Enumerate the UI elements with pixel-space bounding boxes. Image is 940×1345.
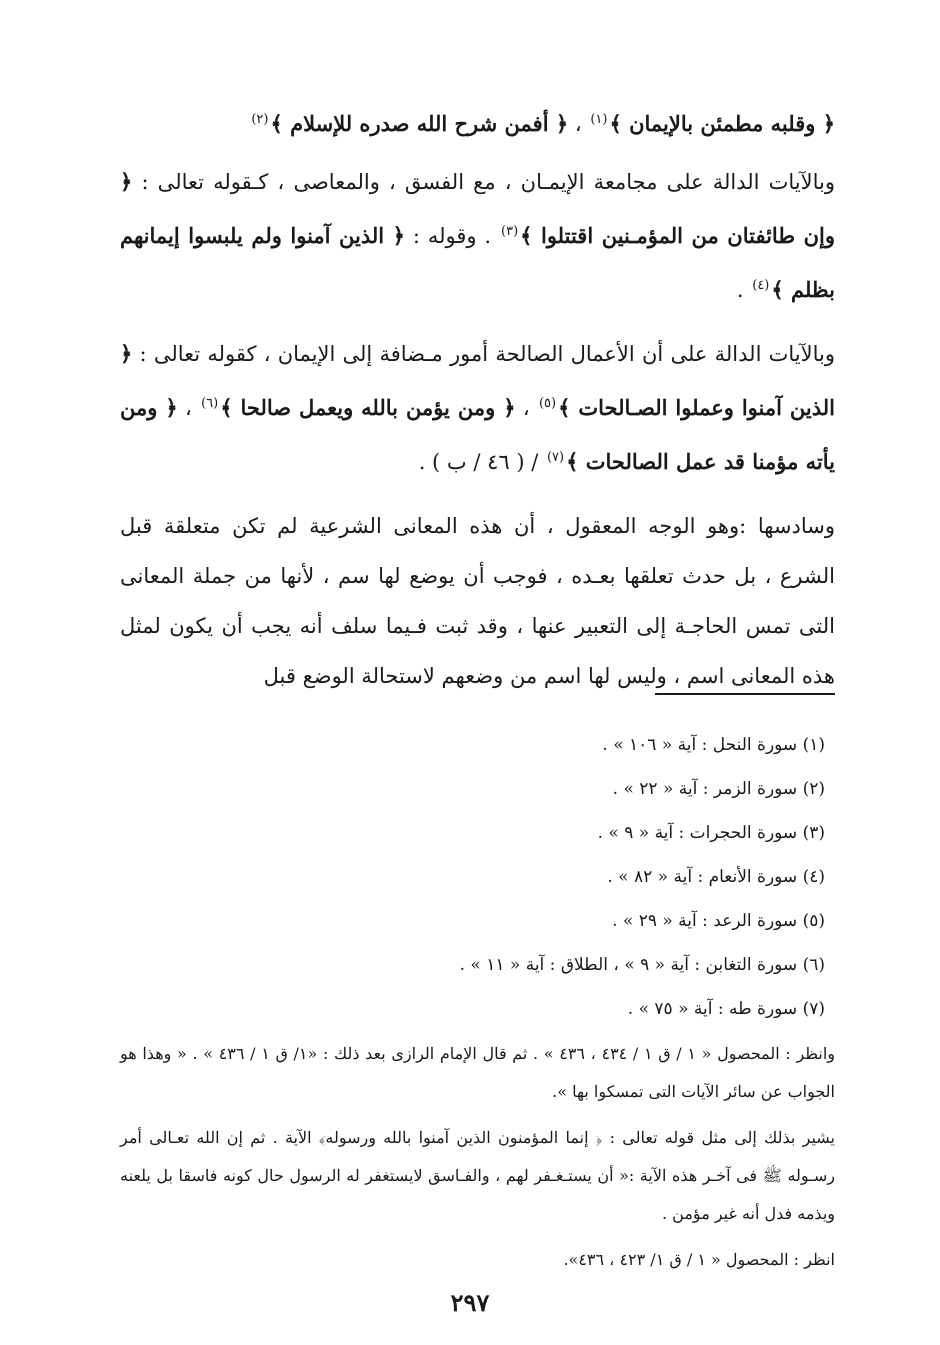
text-run: . — [736, 278, 751, 302]
quran-quote: ﴿ وإن طائفتان من المؤمـنين اقتتلوا ﴾ — [120, 169, 835, 248]
quran-quote: ﴿ ومن يؤمن بالله ويعمل صالحا ﴾ — [220, 395, 516, 420]
quran-quote: ﴿ الذين آمنوا وعملوا الصـالحات ﴾ — [120, 341, 835, 420]
footnote-item: (٧) سورة طه : آية « ٧٥ » . — [627, 999, 825, 1019]
footnote-item: (٥) سورة الرعد : آية « ٢٩ » . — [612, 911, 825, 931]
footnote-item: (٤) سورة الأنعام : آية « ٨٢ » . — [607, 867, 825, 887]
footnote-ref: (٢) — [251, 112, 269, 127]
quran-quote: ﴿ وقلبه مطمئن بالإيمان ﴾ — [609, 111, 835, 136]
text-run: . وقوله : — [404, 224, 500, 248]
footnote-ref: (٤) — [752, 278, 770, 293]
addendum-note: وانظر : المحصول « ١ / ق ١ / ٤٣٤ ، ٤٣٦ » . ثم قال الإمام الرازى بعد ذلك : «١/ ق ١ / ٤٣٦ » . « وهذا هو الجواب عن سائر الآيات التى تمسكوا بها ». — [120, 1044, 836, 1101]
footnote-item: (٣) سورة الحجرات : آية « ٩ » . — [597, 823, 825, 843]
text-run: ، — [515, 396, 537, 420]
addendum-note: يشير بذلك إلى مثل قوله تعالى : ﴿ إنما المؤمنون الذين آمنوا بالله ورسوله﴾ الآية . ثم إن الله تعـالى أمر رسـوله ﷺ فى آخـر هذه الآية :« أن يستـغـفر لهم ، والفـاسق لايستغفر له الرسول حال كونه فاسقا بل يلعنه ويذمه فدل أنه غير مؤمن . — [120, 1128, 835, 1223]
manuscript-folio-ref: / ( ٤٦ / ب ) . — [418, 450, 545, 474]
paragraph-good-deeds — [120, 329, 835, 487]
footnote-divider — [655, 693, 835, 695]
footnotes — [120, 723, 835, 1287]
footnote-item: (١) سورة النحل : آية « ١٠٦ » . — [602, 735, 825, 755]
quran-quote: ﴿ أفمن شرح الله صدره للإسلام ﴾ — [270, 111, 569, 136]
text-run: وبالآيات الدالة على مجامعة الإيمـان ، مع الفسق ، والمعاصى ، كـقوله تعالى : — [132, 170, 835, 194]
text-run: وبالآيات الدالة على أن الأعمال الصالحة أمور مـضافة إلى الإيمان ، كقوله تعالى : — [132, 342, 835, 366]
page-number: ٢٩٧ — [450, 1288, 490, 1317]
footnote-ref: (٣) — [501, 224, 519, 239]
quran-quote: ﴿ ومن يأته مؤمنا قد عمل الصالحات ﴾ — [120, 395, 835, 474]
paragraph-faith-and-sin — [120, 157, 835, 315]
page-content — [120, 95, 835, 1325]
quran-quote: ﴿ الذين آمنوا ولم يلبسوا إيمانهم بظلم ﴾ — [120, 223, 835, 302]
addendum-note: انظر : المحصول « ١ / ق ١/ ٤٢٣ ، ٤٣٦». — [563, 1250, 835, 1269]
footnote-item: (٢) سورة الزمر : آية « ٢٢ » . — [612, 779, 825, 799]
footnote-ref: (٦) — [201, 396, 219, 411]
footnote-ref: (٧) — [546, 450, 565, 465]
footnote-item: (٦) سورة التغابن : آية « ٩ » ، الطلاق : آية « ١١ » . — [459, 955, 825, 975]
paragraph-verses-1 — [120, 95, 835, 149]
footnote-ref: (١) — [590, 112, 608, 127]
text-run: ، — [568, 112, 589, 136]
paragraph-sixth-reason: وسادسها :وهو الوجه المعقول ، أن هذه المعانى الشرعية لم تكن متعلقة قبل الشرع ، بل حدث تعلقها بعـده ، فوجب أن يوضع لها سم ، لأنها من جملة المعانى التى تمس الحاجـة إلى التعبير عنها ، وقد ثبت فـيما سلف أنه يجب أن يكون لمثل هذه المعانى اسم ، وليس لها اسم من وضعهم لاستحالة الوضع قبل — [120, 514, 835, 688]
text-run: ، — [177, 396, 200, 420]
footnote-ref: (٥) — [538, 396, 557, 411]
footnote-addenda — [120, 1035, 835, 1279]
